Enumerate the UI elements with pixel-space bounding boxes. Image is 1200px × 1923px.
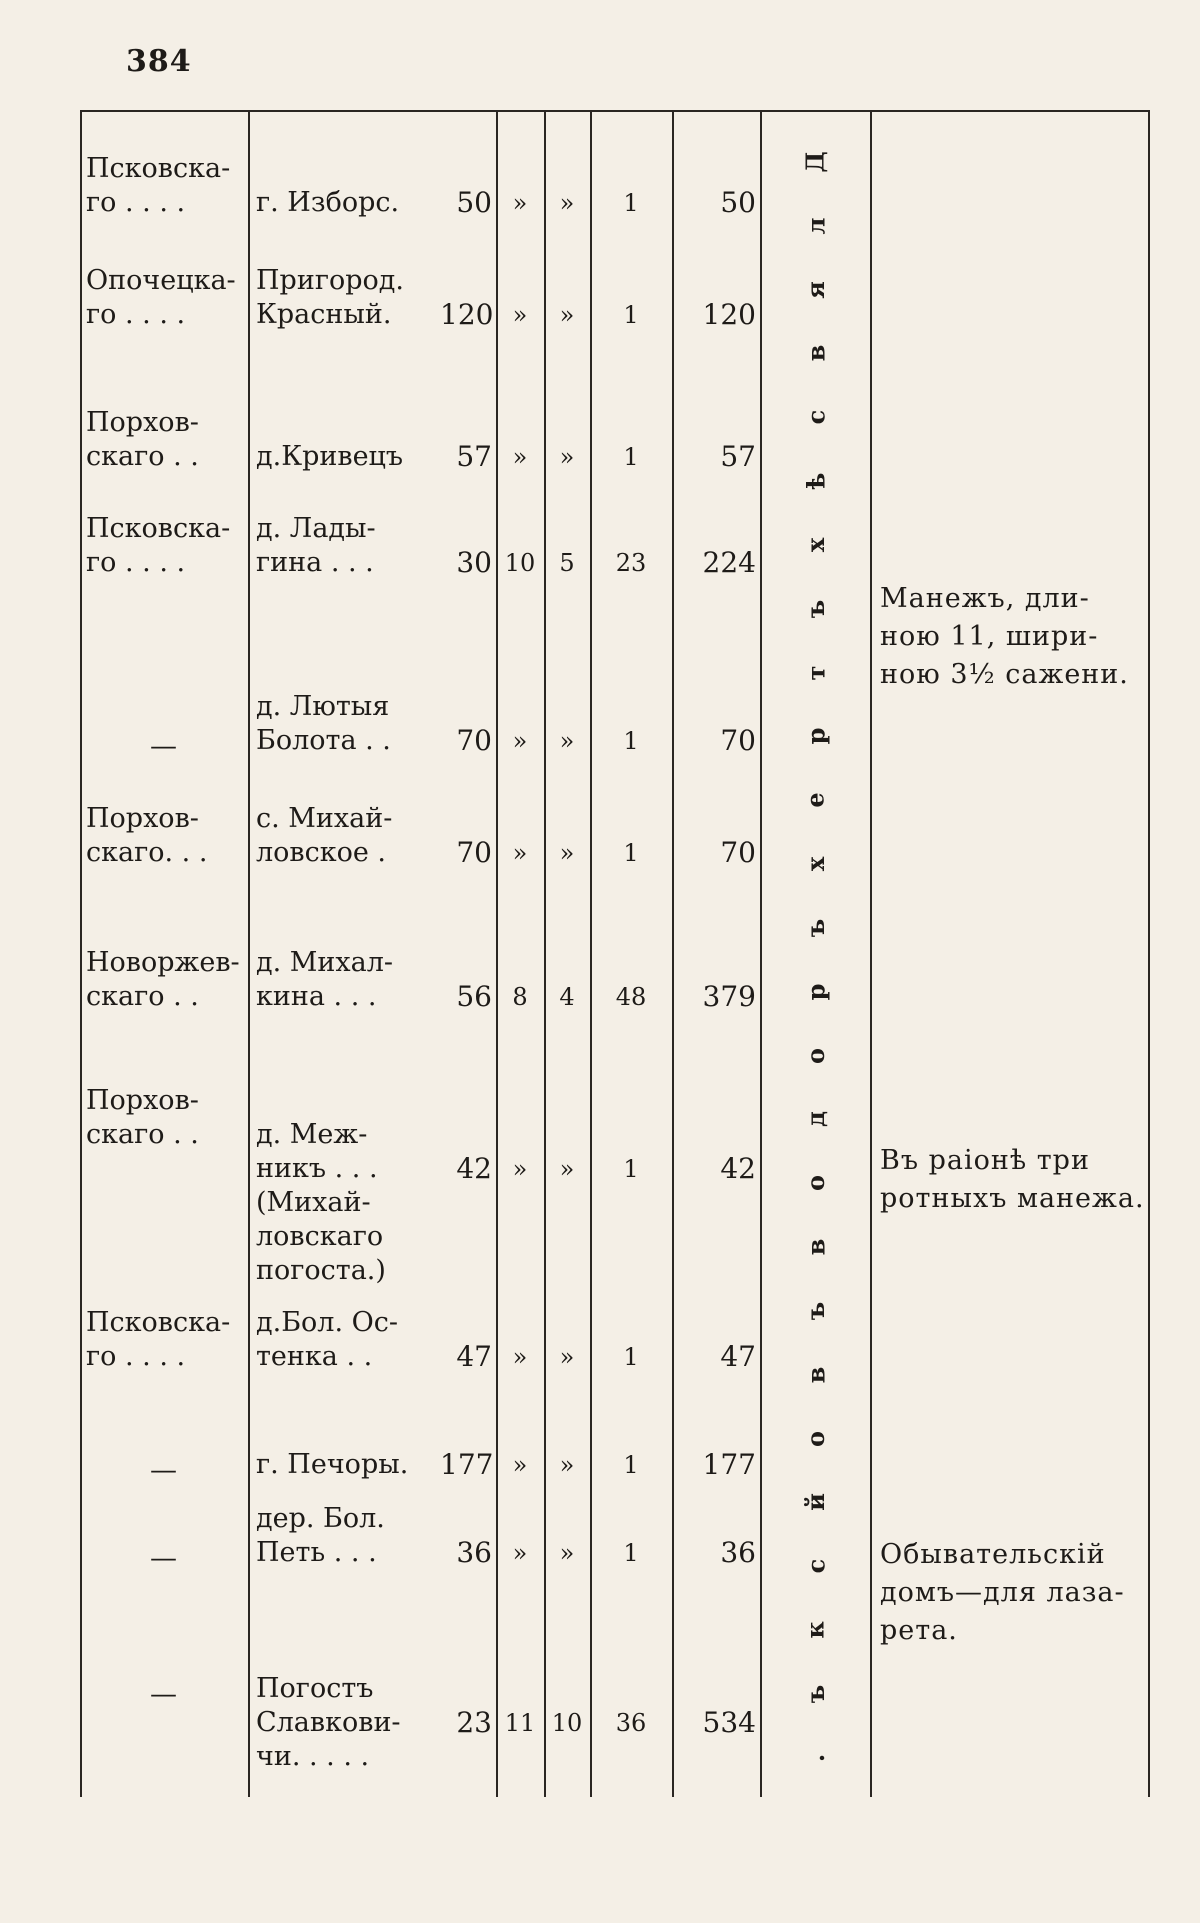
caption-letter: в [801, 345, 830, 362]
caption-letter: л [800, 217, 830, 235]
column-rule [672, 112, 674, 1797]
district-cell: скаго . . [86, 981, 199, 1012]
value-cell-c1: 47 [456, 1340, 492, 1373]
value-cell-c1: 177 [440, 1448, 494, 1481]
value-cell-c4: 1 [623, 839, 639, 867]
district-cell: го . . . . [86, 187, 186, 218]
district-cell: Новоржев- [86, 947, 240, 978]
place-cell: д. Лютыя [256, 691, 390, 722]
remark-line: рета. [880, 1615, 958, 1646]
remark-note [880, 580, 1150, 694]
value-cell-c3: » [559, 1155, 575, 1183]
place-cell: Петь . . . [256, 1537, 377, 1568]
remark-line: Въ раіонѣ три [880, 1145, 1090, 1176]
remark-line: домъ—для лаза- [880, 1577, 1125, 1608]
caption-letter: х [801, 856, 830, 872]
caption-letter: ъ [800, 1301, 830, 1321]
value-cell-c3: 5 [559, 549, 575, 577]
value-cell-c5: 47 [720, 1340, 756, 1373]
caption-letter: . [800, 1753, 830, 1762]
remark-line: ною 11, шири- [880, 621, 1099, 652]
value-cell-c3: 4 [559, 983, 575, 1011]
value-cell-c5: 36 [720, 1536, 756, 1569]
value-cell-c2: » [512, 301, 528, 329]
remark-note [880, 1142, 1150, 1218]
value-cell-c3: » [559, 1539, 575, 1567]
district-cell: — [150, 1679, 177, 1710]
value-cell-c3: » [559, 189, 575, 217]
remark-line: ротныхъ манежа. [880, 1183, 1145, 1214]
table-top-rule [80, 110, 1150, 112]
place-cell: д. Меж- [256, 1119, 368, 1150]
place-cell: д.Бол. Ос- [256, 1307, 399, 1338]
value-cell-c5: 224 [702, 546, 756, 579]
value-cell-c2: » [512, 1539, 528, 1567]
value-cell-c2: 10 [504, 549, 536, 577]
value-cell-c4: 1 [623, 189, 639, 217]
page-number: 384 [126, 44, 192, 79]
place-cell: погоста.) [256, 1255, 386, 1286]
column-rule [248, 112, 250, 1797]
district-cell: — [150, 1455, 177, 1486]
district-cell: — [150, 731, 177, 762]
value-cell-c5: 177 [702, 1448, 756, 1481]
place-cell: ловскаго [256, 1221, 384, 1252]
place-cell: Красный. [256, 299, 392, 330]
column-rule [544, 112, 546, 1797]
column-rule [590, 112, 592, 1797]
caption-letter: р [801, 983, 830, 1001]
column-rule [870, 112, 872, 1797]
value-cell-c4: 1 [623, 301, 639, 329]
value-cell-c2: » [512, 1155, 528, 1183]
value-cell-c5: 57 [720, 440, 756, 473]
value-cell-c2: » [512, 839, 528, 867]
value-cell-c1: 36 [456, 1536, 492, 1569]
value-cell-c4: 1 [623, 1155, 639, 1183]
value-cell-c1: 56 [456, 980, 492, 1013]
place-cell: гина . . . [256, 547, 374, 578]
value-cell-c2: 8 [512, 983, 528, 1011]
district-cell: го . . . . [86, 1341, 186, 1372]
value-cell-c2: » [512, 189, 528, 217]
place-cell: чи. . . . . [256, 1741, 370, 1772]
value-cell-c1: 57 [456, 440, 492, 473]
caption-letter: е [801, 792, 830, 808]
vertical-caption [799, 150, 833, 1770]
caption-letter: р [801, 728, 830, 745]
place-cell: дер. Бол. [256, 1503, 385, 1534]
caption-letter: ъ [800, 918, 830, 938]
value-cell-c5: 534 [702, 1706, 756, 1739]
value-cell-c5: 70 [720, 836, 756, 869]
place-cell: никъ . . . [256, 1153, 378, 1184]
place-cell: г. Печоры. [256, 1449, 409, 1480]
value-cell-c4: 1 [623, 1539, 639, 1567]
place-cell: Болота . . [256, 725, 391, 756]
value-cell-c4: 1 [623, 443, 639, 471]
caption-letter: ъ [800, 599, 830, 619]
place-cell: г. Изборс. [256, 187, 400, 218]
caption-letter: в [801, 1238, 830, 1256]
caption-letter: х [801, 537, 830, 553]
value-cell-c1: 120 [440, 298, 494, 331]
place-cell: кина . . . [256, 981, 377, 1012]
place-cell: (Михай- [256, 1187, 371, 1218]
value-cell-c3: 10 [551, 1709, 583, 1737]
district-cell: Порхов- [86, 803, 199, 834]
value-cell-c3: » [559, 1343, 575, 1371]
caption-letter: й [801, 1493, 830, 1512]
district-cell: Опочецка- [86, 265, 236, 296]
district-cell: скаго. . . [86, 837, 208, 868]
value-cell-c3: » [559, 301, 575, 329]
district-cell: Псковска- [86, 1307, 231, 1338]
remark-line: ною 3½ сажени. [880, 659, 1129, 690]
value-cell-c2: » [512, 1451, 528, 1479]
place-cell: Славкови- [256, 1707, 401, 1738]
value-cell-c2: 11 [504, 1709, 536, 1737]
value-cell-c3: » [559, 443, 575, 471]
value-cell-c5: 50 [720, 186, 756, 219]
value-cell-c5: 379 [702, 980, 756, 1013]
value-cell-c4: 36 [615, 1709, 647, 1737]
place-cell: с. Михай- [256, 803, 393, 834]
place-cell: тенка . . [256, 1341, 373, 1372]
district-cell: Порхов- [86, 407, 199, 438]
remark-note [880, 1536, 1150, 1650]
value-cell-c5: 70 [720, 724, 756, 757]
value-cell-c1: 42 [456, 1152, 492, 1185]
place-cell: Погостъ [256, 1673, 374, 1704]
place-cell: ловское . [256, 837, 387, 868]
value-cell-c1: 50 [456, 186, 492, 219]
value-cell-c2: » [512, 727, 528, 755]
value-cell-c1: 70 [456, 724, 492, 757]
value-cell-c4: 1 [623, 1343, 639, 1371]
value-cell-c4: 48 [615, 983, 647, 1011]
column-rule [80, 112, 82, 1797]
caption-letter: о [800, 1047, 830, 1064]
caption-letter: о [800, 1175, 830, 1192]
place-cell: д. Михал- [256, 947, 394, 978]
place-cell: д.Кривецъ [256, 441, 404, 472]
column-rule [760, 112, 762, 1797]
remark-line: Обывательскій [880, 1539, 1106, 1570]
caption-letter: о [800, 1430, 830, 1447]
caption-letter: ѣ [801, 472, 830, 490]
caption-letter: я [800, 280, 830, 299]
district-cell: го . . . . [86, 299, 186, 330]
value-cell-c5: 120 [702, 298, 756, 331]
place-cell: Пригород. [256, 265, 404, 296]
caption-letter: т [801, 665, 830, 681]
caption-letter: Д [801, 151, 830, 173]
column-rule [496, 112, 498, 1797]
caption-letter: с [801, 410, 830, 425]
value-cell-c1: 30 [456, 546, 492, 579]
district-cell: — [150, 1543, 177, 1574]
caption-letter: д [801, 1111, 830, 1128]
remark-line: Манежъ, дли- [880, 583, 1090, 614]
value-cell-c1: 23 [456, 1706, 492, 1739]
caption-letter: к [801, 1621, 830, 1639]
district-cell: го . . . . [86, 547, 186, 578]
district-cell: Порхов- [86, 1085, 199, 1116]
district-cell: Псковска- [86, 153, 231, 184]
value-cell-c4: 1 [623, 727, 639, 755]
value-cell-c1: 70 [456, 836, 492, 869]
district-cell: скаго . . [86, 1119, 199, 1150]
value-cell-c3: » [559, 1451, 575, 1479]
caption-letter: ъ [800, 1684, 830, 1704]
value-cell-c3: » [559, 727, 575, 755]
district-cell: скаго . . [86, 441, 199, 472]
value-cell-c5: 42 [720, 1152, 756, 1185]
value-cell-c3: » [559, 839, 575, 867]
value-cell-c4: 1 [623, 1451, 639, 1479]
place-cell: д. Лады- [256, 513, 376, 544]
value-cell-c2: » [512, 1343, 528, 1371]
caption-letter: с [801, 1558, 830, 1574]
district-cell: Псковска- [86, 513, 231, 544]
caption-letter: в [801, 1366, 830, 1384]
value-cell-c4: 23 [615, 549, 647, 577]
value-cell-c2: » [512, 443, 528, 471]
